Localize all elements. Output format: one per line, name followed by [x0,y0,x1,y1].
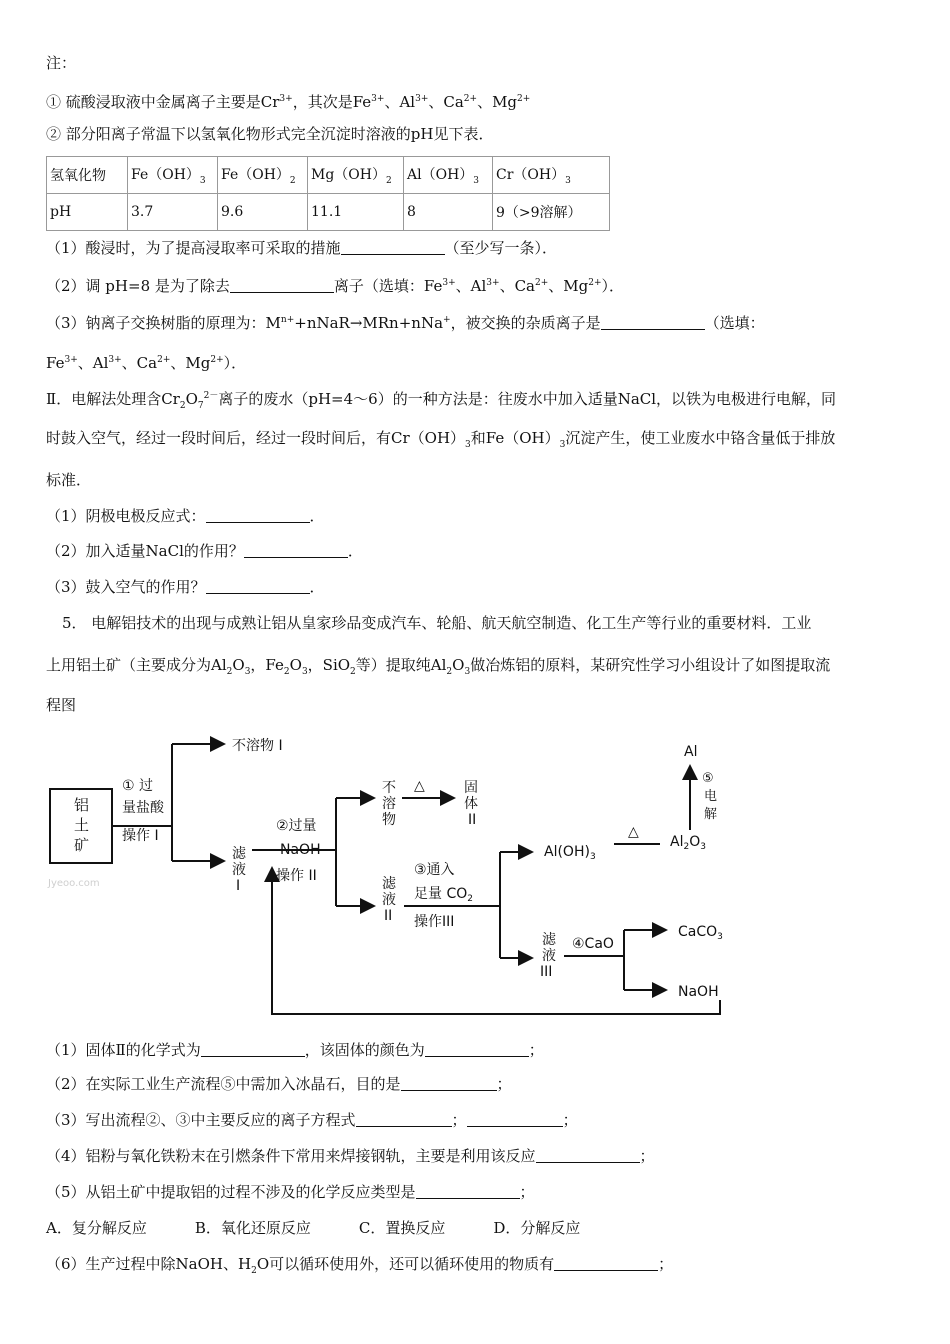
q5-1: （1）固体Ⅱ的化学式为 ，该固体的颜色为 ； [46,1041,544,1059]
part2-q3: （3）鼓入空气的作用？ ． [46,578,325,596]
table-header-cell: 氢氧化物 [47,157,128,194]
step5-label: 电 [704,789,718,804]
answer-blank[interactable] [554,1254,658,1271]
answer-blank[interactable] [425,1040,529,1057]
filtrate1-label: 液 [232,862,246,878]
choice-c[interactable]: C．置换反应 [358,1219,446,1237]
table-header-cell: $Al(OH)_3$ [404,157,493,194]
problem5-line3: 程图 [46,696,77,714]
sodium-hydroxide: NaOH [678,984,719,1000]
step1-label: 量盐酸 [122,800,164,816]
filtrate2-label: II [384,908,393,924]
part2-intro-line2: 时鼓入空气，经过一段时间后，经过一段时间后，有$Cr(OH)_3$和$Fe(OH)_3$沉淀产生，使工业废水中铬含量低于排放 [46,429,836,450]
answer-blank[interactable] [601,313,705,330]
filtrate3-label: 液 [542,948,556,964]
table-header-row [47,157,610,194]
heat-symbol: △ [414,778,425,794]
part2-q1: （1）阴极电极反应式： ． [46,507,325,525]
table-header-cell: $Mg(OH)_2$ [308,157,404,194]
step3-label: ③通入 [414,862,455,878]
filtrate2-label: 液 [382,892,396,908]
problem5-line2: 上用铝土矿（主要成分为$Al_2O_3$，$Fe_2O_3$，SiO$_2$等）提取纯$Al_2O_3$做冶炼铝的原料，某研究性学习小组设计了如图提取流 [46,656,831,677]
choice-d[interactable]: D．分解反应 [493,1219,581,1237]
table-cell: 3.7 [128,194,218,231]
note-2: ② 部分阳离子常温下以氢氧化物形式完全沉淀时溶液的pH见下表． [46,125,494,143]
filtrate1-label: 滤 [232,846,246,862]
table-header-cell: $Fe(OH)_2$ [218,157,308,194]
step4-label: ④CaO [572,936,614,952]
filtrate1-label: I [236,878,241,894]
part1-q2: （2）调 pH=8 是为了除去 离子（选填：$Fe^{3+}$、$Al^{3+}$、$Ca^{2+}$、$Mg^{2+}$）． [46,277,625,295]
answer-blank[interactable] [536,1146,640,1163]
calcium-carbonate: CaCO$_3$ [678,924,723,942]
extraction-flowchart [44,734,764,1024]
table-cell: 11.1 [308,194,404,231]
part2-intro-line3: 标准． [46,471,92,489]
note-title: 注： [46,54,77,72]
part2-intro-line1: Ⅱ．电解法处理含$Cr_2O_7^{2-}$离子的废水（pH=4～6）的一种方法是：往废水中加入适量NaCl，以铁为电极进行电解，同 [46,390,837,411]
insoluble2-label: 溶 [382,796,396,812]
q5-6: （6）生产过程中除NaOH、$H_2O$可以循环使用外，还可以循环使用的物质有 ； [46,1255,674,1276]
answer-blank[interactable] [341,238,445,255]
answer-blank[interactable] [416,1182,520,1199]
insoluble2-label: 不 [382,780,396,796]
q5-5-choices [46,1218,628,1238]
table-header-cell: $Cr(OH)_3$ [493,157,610,194]
ore-label: 铝 [74,796,90,814]
table-row [47,194,610,231]
ore-label: 矿 [74,836,90,854]
choice-a[interactable]: A．复分解反应 [46,1219,147,1237]
filtrate2-label: 滤 [382,876,396,892]
answer-blank[interactable] [356,1110,452,1127]
part1-q3-options: $Fe^{3+}$、$Al^{3+}$、$Ca^{2+}$、$Mg^{2+}$）． [46,354,247,372]
ore-label: 土 [74,816,90,834]
part1-q3: （3）钠离子交换树脂的原理为：$M^{n+}+nNaR\to MRn+nNa^+$，被交换的杂质离子是 （选填： [46,314,765,332]
heat-symbol: △ [628,824,639,840]
insoluble-1: 不溶物 I [232,738,283,754]
table-cell: pH [47,194,128,231]
answer-blank[interactable] [401,1074,497,1091]
table-cell: 9.6 [218,194,308,231]
choice-b[interactable]: B．氧化还原反应 [194,1219,311,1237]
table-cell: 9（>9溶解） [493,194,610,231]
alumina: $Al_2O_3$ [670,834,706,852]
q5-5: （5）从铝土矿中提取铝的过程不涉及的化学反应类型是 ； [46,1183,535,1201]
step3-label: 操作III [414,914,455,930]
q5-3: （3）写出流程②、③中主要反应的离子方程式 ； ； [46,1111,578,1129]
step1-label: ① 过 [122,778,154,794]
filtrate3-label: 滤 [542,932,556,948]
step5-label: ⑤ [702,771,714,786]
step2-label: 操作 II [276,868,317,884]
solid2-label: II [468,812,477,828]
step2-label: ②过量 [276,818,317,834]
hydroxide-ph-table [46,156,610,231]
table-cell: 8 [404,194,493,231]
insoluble2-label: 物 [382,812,396,828]
step5-label: 解 [704,807,718,822]
step1-label: 操作 I [122,828,159,844]
solid2-label: 固 [464,780,478,796]
answer-blank[interactable] [244,541,348,558]
step3-label: 足量 $CO_2$ [414,886,473,904]
note-1: ① 硫酸浸取液中金属离子主要是$Cr^{3+}$，其次是$Fe^{3+}$、$Al^{3+}$、$Ca^{2+}$、$Mg^{2+}$ [46,93,531,111]
aluminum-hydroxide: $Al(OH)_3$ [544,844,596,862]
answer-blank[interactable] [201,1040,305,1057]
answer-blank[interactable] [467,1110,563,1127]
q5-2: （2）在实际工业生产流程⑤中需加入冰晶石，目的是 ； [46,1075,512,1093]
answer-blank[interactable] [206,577,310,594]
part1-q1: （1）酸浸时，为了提高浸取率可采取的措施 （至少写一条）． [46,239,558,257]
aluminum-product: Al [684,744,698,760]
table-header-cell: $Fe(OH)_3$ [128,157,218,194]
answer-blank[interactable] [230,276,334,293]
watermark: Jyeoo.com [48,878,100,889]
q5-4: （4）铝粉与氧化铁粉末在引燃条件下常用来焊接钢轨，主要是利用该反应 ； [46,1147,655,1165]
step2-label: NaOH [280,842,321,858]
answer-blank[interactable] [206,506,310,523]
problem5-line1: 5． 电解铝技术的出现与成熟让铝从皇家珍品变成汽车、轮船、航天航空制造、化工生产等行业的重要材料．工业 [62,614,812,632]
filtrate3-label: III [540,964,553,980]
part2-q2: （2）加入适量NaCl的作用？ ． [46,542,363,560]
solid2-label: 体 [464,796,478,812]
